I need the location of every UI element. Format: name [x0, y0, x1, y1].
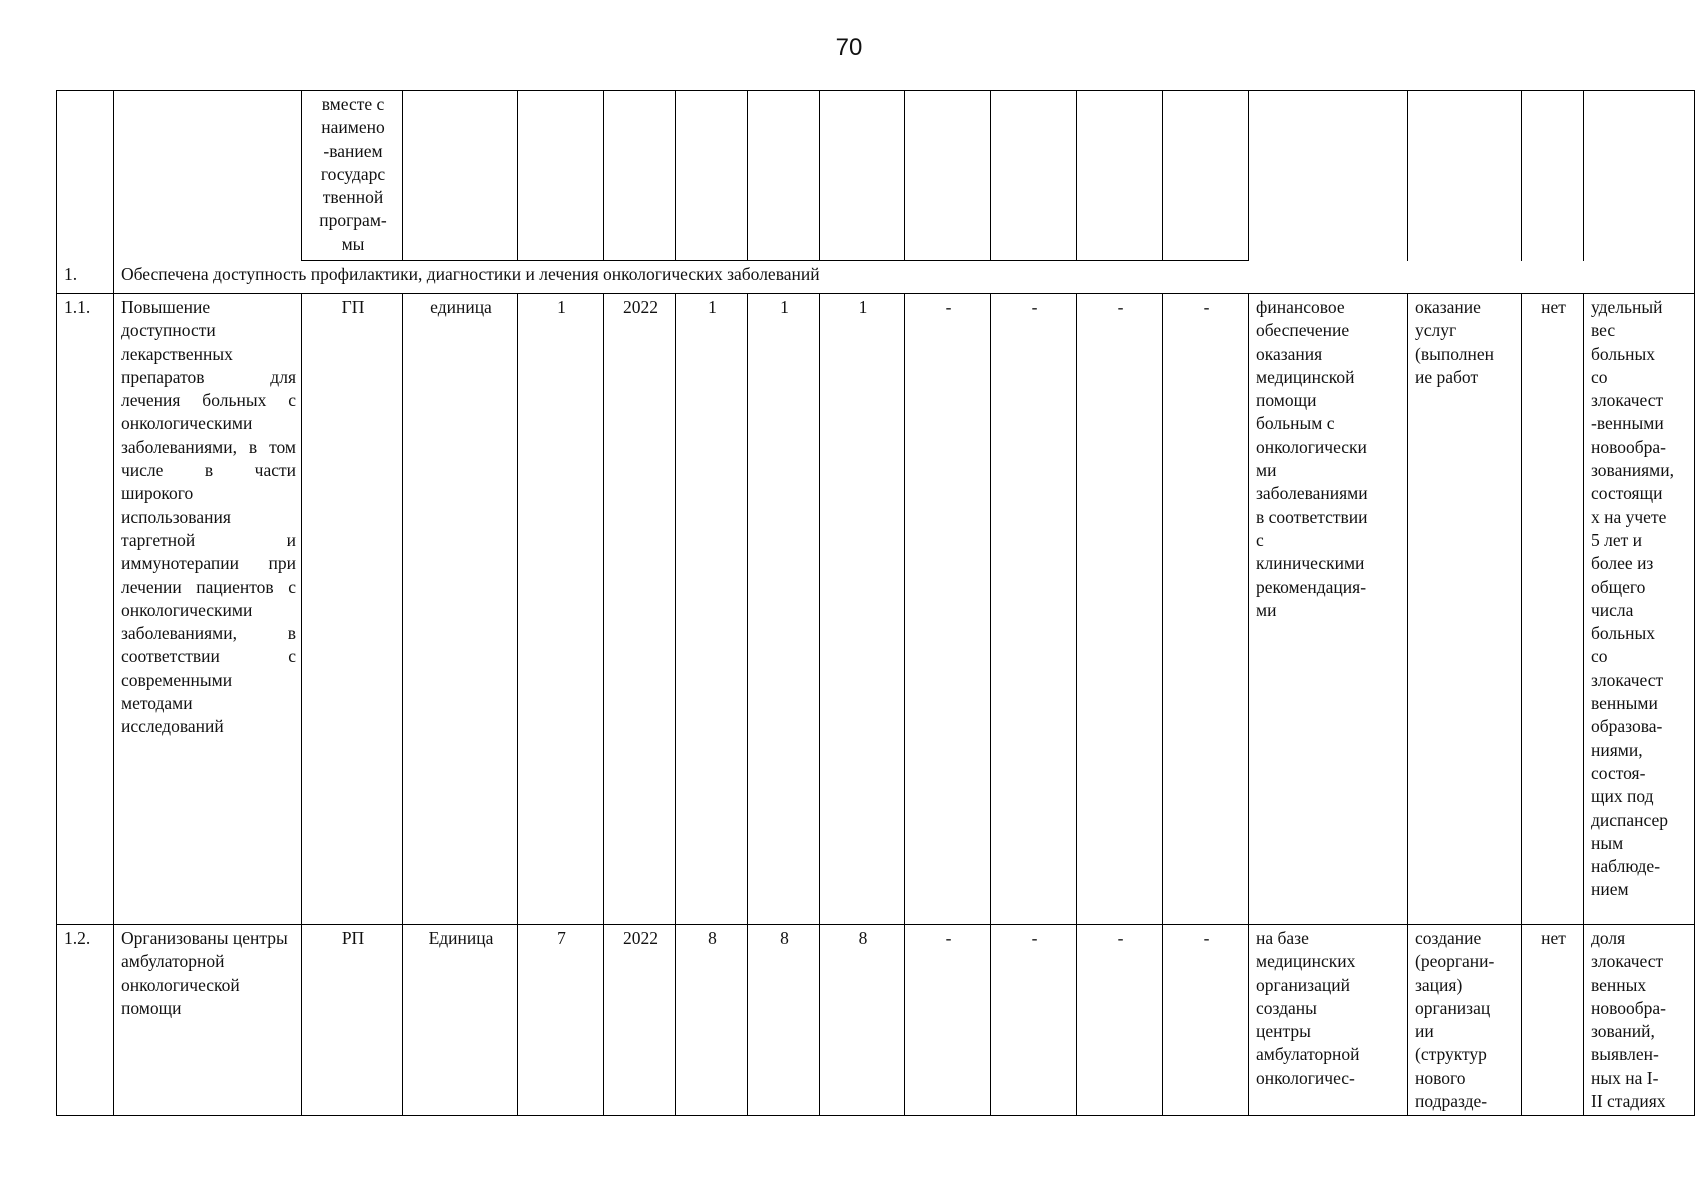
- row-value-1: 1: [676, 294, 748, 925]
- row-value-3: 1: [820, 294, 905, 925]
- row-level: ГП: [302, 294, 403, 925]
- table-row: [57, 925, 1695, 1116]
- header-cell: [905, 91, 991, 261]
- header-cell: [114, 91, 302, 261]
- row-value-1: 8: [676, 925, 748, 1116]
- header-cell: [991, 91, 1077, 261]
- row-unit: единица: [403, 294, 518, 925]
- table-row: [57, 294, 1695, 925]
- header-cell: [1077, 91, 1163, 261]
- section-row: [57, 261, 1695, 294]
- row-type: создание (реоргани- зация) организац ии (структур нового подразде-: [1408, 925, 1522, 1116]
- header-cell: [676, 91, 748, 261]
- row-value-6: -: [1077, 294, 1163, 925]
- row-value-4: -: [905, 294, 991, 925]
- row-value-6: -: [1077, 925, 1163, 1116]
- row-base-value: 7: [518, 925, 604, 1116]
- row-value-2: 8: [748, 925, 820, 1116]
- document-table: [56, 90, 1695, 1116]
- row-value-7: -: [1163, 925, 1249, 1116]
- header-cell: [1249, 91, 1408, 261]
- header-cell: [1408, 91, 1522, 261]
- row-unit: Единица: [403, 925, 518, 1116]
- header-cell: [604, 91, 676, 261]
- header-cell: [748, 91, 820, 261]
- row-value-3: 8: [820, 925, 905, 1116]
- row-value-2: 1: [748, 294, 820, 925]
- row-number: 1.1.: [57, 294, 114, 925]
- section-number: 1.: [57, 261, 114, 294]
- row-level: РП: [302, 925, 403, 1116]
- row-base-year: 2022: [604, 925, 676, 1116]
- row-type: оказание услуг (выполнен ие работ: [1408, 294, 1522, 925]
- row-number: 1.2.: [57, 925, 114, 1116]
- row-name: Повышение доступности лекарственных препаратов для лечения больных с онкологическими заболеваниями, в том числе в части широкого использования таргетной и иммунотерапии при лечении пациентов с онкологическими заболеваниями, в соответствии с современными методами исследований: [114, 294, 302, 925]
- row-characteristic: финансовое обеспечение оказания медицинской помощи больным с онкологически ми заболеваниями в соответствии с клиническими рекомендация- ми: [1249, 294, 1408, 925]
- header-cell: [518, 91, 604, 261]
- page-number: 70: [835, 34, 863, 61]
- row-value-7: -: [1163, 294, 1249, 925]
- row-indicator: удельный вес больных со злокачест -венными новообра- зованиями, состоящи х на учете 5 лет и более из общего числа больных со злокачест венными образова- ниями, состоя- щих под диспансер ным наблюде- нием: [1584, 294, 1695, 925]
- row-value-5: -: [991, 294, 1077, 925]
- header-cell: [403, 91, 518, 261]
- header-continuation-row: [57, 91, 1695, 261]
- row-value-5: -: [991, 925, 1077, 1116]
- row-indicator: доля злокачест венных новообра- зований, выявлен- ных на I- II стадиях: [1584, 925, 1695, 1116]
- header-cell: [57, 91, 114, 261]
- header-cell: [820, 91, 905, 261]
- header-cell: [1584, 91, 1695, 261]
- section-title: Обеспечена доступность профилактики, диагностики и лечения онкологических заболеваний: [114, 261, 1695, 294]
- header-cell: [1163, 91, 1249, 261]
- row-base-year: 2022: [604, 294, 676, 925]
- header-cell: [1522, 91, 1584, 261]
- row-characteristic: на базе медицинских организаций созданы центры амбулаторной онкологичес-: [1249, 925, 1408, 1116]
- row-value-4: -: [905, 925, 991, 1116]
- row-base-value: 1: [518, 294, 604, 925]
- row-name: Организованы центры амбулаторной онкологической помощи: [114, 925, 302, 1116]
- header-program-name-cell: вместе с наимено -ванием государс твенной програм- мы: [302, 91, 403, 261]
- row-flag: нет: [1522, 925, 1584, 1116]
- row-flag: нет: [1522, 294, 1584, 925]
